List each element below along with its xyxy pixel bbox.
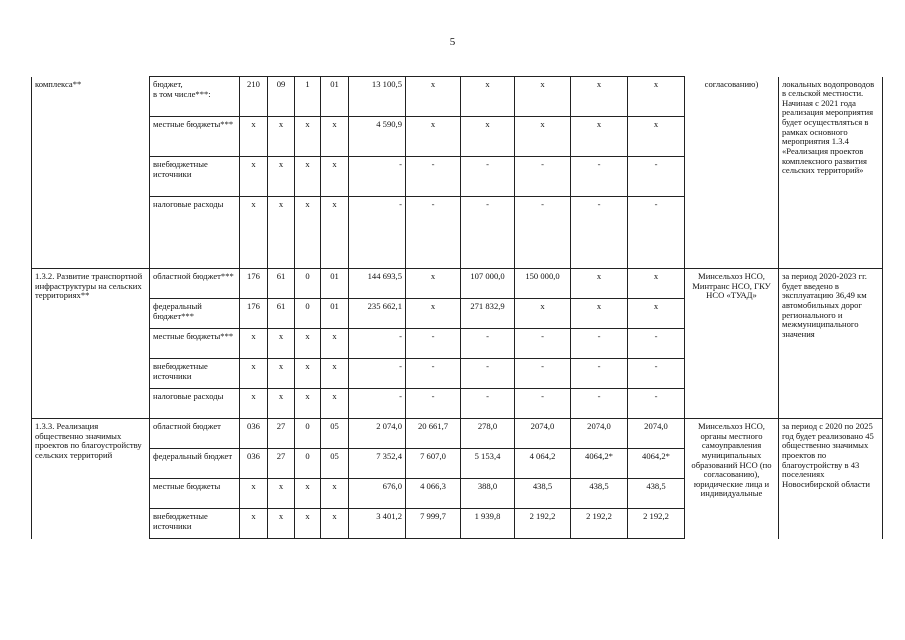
funding-source-label: федеральный бюджет [153,451,233,461]
year-amount-4: - [515,157,571,197]
funding-source [150,509,240,539]
year-amount-4: - [515,389,571,419]
year-amount-6: x [628,77,685,117]
year-amount-4: 438,5 [515,479,571,509]
year-amount-5: - [571,197,628,269]
funding-source-label: областной бюджет*** [153,271,234,281]
year-amount-1: 2 074,0 [349,419,406,449]
funding-source-label: местные бюджеты*** [153,119,234,129]
funding-source-label-cont: в том числе***: [153,88,211,99]
year-amount-6: - [628,157,685,197]
funding-source [150,299,240,329]
year-amount-2: - [406,157,461,197]
budget-code-4: x [321,389,349,419]
funding-source [150,197,240,269]
year-amount-6: - [628,359,685,389]
expected-result: за период 2020-2023 гг. будет введено в эксплуатацию 36,49 км автомобильных дорог регионального и межмуниципального значения [779,269,883,419]
budget-code-1: 036 [240,449,268,479]
budget-code-3: x [295,389,321,419]
table-row [32,269,883,299]
budget-code-3: x [295,197,321,269]
budget-code-1: x [240,359,268,389]
year-amount-3: 278,0 [461,419,515,449]
budget-code-2: 61 [268,269,295,299]
funding-source-label: налоговые расходы [153,391,224,401]
year-amount-3: 388,0 [461,479,515,509]
year-amount-3: - [461,329,515,359]
year-amount-2: - [406,359,461,389]
expected-result: за период с 2020 по 2025 год будет реализовано 45 общественно значимых проектов по благоустройству в 43 поселениях Новосибирской области [779,419,883,539]
budget-code-3: 0 [295,449,321,479]
measure-name: комплекса** [32,77,150,269]
year-amount-4: x [515,77,571,117]
budget-code-4: x [321,509,349,539]
budget-code-4: 05 [321,419,349,449]
budget-code-2: 27 [268,449,295,479]
year-amount-5: 4064,2* [571,449,628,479]
budget-code-4: 01 [321,299,349,329]
budget-code-4: 01 [321,77,349,117]
funding-source [150,479,240,509]
budget-code-3: x [295,479,321,509]
budget-code-1: x [240,509,268,539]
year-amount-3: x [461,77,515,117]
funding-source [150,269,240,299]
year-amount-6: x [628,117,685,157]
year-amount-4: 2 192,2 [515,509,571,539]
year-amount-1: - [349,157,406,197]
program-measures-table [31,76,883,539]
funding-source-label: внебюджетные источники [153,361,208,381]
year-amount-1: - [349,389,406,419]
year-amount-6: - [628,329,685,359]
year-amount-3: x [461,117,515,157]
year-amount-3: 107 000,0 [461,269,515,299]
table-row [32,77,883,117]
budget-code-4: x [321,329,349,359]
budget-code-1: 176 [240,299,268,329]
year-amount-2: - [406,329,461,359]
year-amount-1: - [349,197,406,269]
budget-code-2: x [268,479,295,509]
funding-source-label: местные бюджеты*** [153,331,234,341]
year-amount-4: 2074,0 [515,419,571,449]
budget-code-2: x [268,197,295,269]
year-amount-3: - [461,157,515,197]
year-amount-2: x [406,299,461,329]
budget-code-1: 210 [240,77,268,117]
budget-code-2: 09 [268,77,295,117]
year-amount-2: 7 607,0 [406,449,461,479]
budget-code-3: x [295,359,321,389]
funding-source [150,77,240,117]
year-amount-4: - [515,329,571,359]
year-amount-4: - [515,197,571,269]
year-amount-6: 438,5 [628,479,685,509]
budget-code-2: x [268,389,295,419]
year-amount-1: - [349,329,406,359]
funding-source [150,117,240,157]
budget-code-3: 0 [295,419,321,449]
funding-source-label: внебюджетные источники [153,511,208,531]
budget-code-3: x [295,157,321,197]
year-amount-5: 438,5 [571,479,628,509]
year-amount-6: x [628,269,685,299]
year-amount-1: 235 662,1 [349,299,406,329]
funding-source [150,389,240,419]
budget-code-4: x [321,117,349,157]
budget-code-2: x [268,157,295,197]
table-row [32,419,883,449]
year-amount-5: - [571,389,628,419]
year-amount-6: - [628,389,685,419]
year-amount-1: 4 590,9 [349,117,406,157]
year-amount-1: - [349,359,406,389]
year-amount-3: - [461,197,515,269]
year-amount-5: 2 192,2 [571,509,628,539]
budget-code-4: x [321,359,349,389]
funding-source [150,359,240,389]
year-amount-2: 4 066,3 [406,479,461,509]
funding-source [150,157,240,197]
budget-code-1: x [240,117,268,157]
year-amount-3: - [461,389,515,419]
budget-code-4: 01 [321,269,349,299]
year-amount-1: 3 401,2 [349,509,406,539]
budget-code-4: x [321,157,349,197]
year-amount-1: 144 693,5 [349,269,406,299]
year-amount-2: - [406,197,461,269]
executor: Минсельхоз НСО, органы местного самоуправления муниципальных образований НСО (по согласованию), юридические лица и индивидуальные [685,419,779,539]
year-amount-4: 150 000,0 [515,269,571,299]
budget-code-3: x [295,117,321,157]
budget-code-3: x [295,509,321,539]
measure-name: 1.3.2. Развитие транспортной инфраструктуры на сельских территориях** [32,269,150,419]
year-amount-3: 1 939,8 [461,509,515,539]
year-amount-4: - [515,359,571,389]
budget-code-3: 0 [295,299,321,329]
budget-code-1: x [240,389,268,419]
year-amount-2: x [406,269,461,299]
executor: Минсельхоз НСО, Минтранс НСО, ГКУ НСО «ТУАД» [685,269,779,419]
budget-code-4: 05 [321,449,349,479]
year-amount-5: 2074,0 [571,419,628,449]
year-amount-5: x [571,269,628,299]
funding-source [150,329,240,359]
year-amount-6: x [628,299,685,329]
budget-code-1: x [240,197,268,269]
year-amount-5: - [571,329,628,359]
budget-code-3: 0 [295,269,321,299]
year-amount-4: x [515,299,571,329]
budget-code-3: x [295,329,321,359]
year-amount-1: 676,0 [349,479,406,509]
funding-source-label: налоговые расходы [153,199,224,209]
funding-source [150,449,240,479]
year-amount-1: 7 352,4 [349,449,406,479]
year-amount-2: 7 999,7 [406,509,461,539]
year-amount-3: 271 832,9 [461,299,515,329]
funding-source [150,419,240,449]
year-amount-4: 4 064,2 [515,449,571,479]
funding-source-label: областной бюджет [153,421,221,431]
year-amount-2: x [406,77,461,117]
year-amount-2: x [406,117,461,157]
budget-code-4: x [321,479,349,509]
year-amount-4: x [515,117,571,157]
year-amount-6: - [628,197,685,269]
year-amount-6: 2074,0 [628,419,685,449]
budget-code-1: x [240,329,268,359]
year-amount-2: - [406,389,461,419]
year-amount-6: 2 192,2 [628,509,685,539]
budget-code-1: 036 [240,419,268,449]
funding-source-label: внебюджетные источники [153,159,208,179]
year-amount-5: - [571,359,628,389]
year-amount-5: x [571,299,628,329]
executor: согласованию) [685,77,779,269]
year-amount-6: 4064,2* [628,449,685,479]
budget-code-2: x [268,509,295,539]
budget-code-3: 1 [295,77,321,117]
funding-source-label: федеральный бюджет*** [153,301,202,321]
year-amount-5: - [571,157,628,197]
budget-code-2: 61 [268,299,295,329]
expected-result: локальных водопроводов в сельской местности. Начиная с 2021 года реализация мероприятия будет осуществляться в рамках основного мероприятия 1.3.4 «Реализация проектов комплексного развития сельских территорий» [779,77,883,269]
budget-code-1: 176 [240,269,268,299]
budget-code-2: 27 [268,419,295,449]
year-amount-5: x [571,77,628,117]
budget-code-2: x [268,359,295,389]
budget-code-2: x [268,117,295,157]
measure-name: 1.3.3. Реализация общественно значимых проектов по благоустройству сельских территорий [32,419,150,539]
funding-source-label: бюджет, [153,79,183,89]
year-amount-3: - [461,359,515,389]
budget-code-1: x [240,479,268,509]
year-amount-2: 20 661,7 [406,419,461,449]
budget-code-4: x [321,197,349,269]
year-amount-1: 13 100,5 [349,77,406,117]
year-amount-3: 5 153,4 [461,449,515,479]
page-number: 5 [449,36,456,48]
budget-code-2: x [268,329,295,359]
funding-source-label: местные бюджеты [153,481,221,491]
budget-code-1: x [240,157,268,197]
year-amount-5: x [571,117,628,157]
